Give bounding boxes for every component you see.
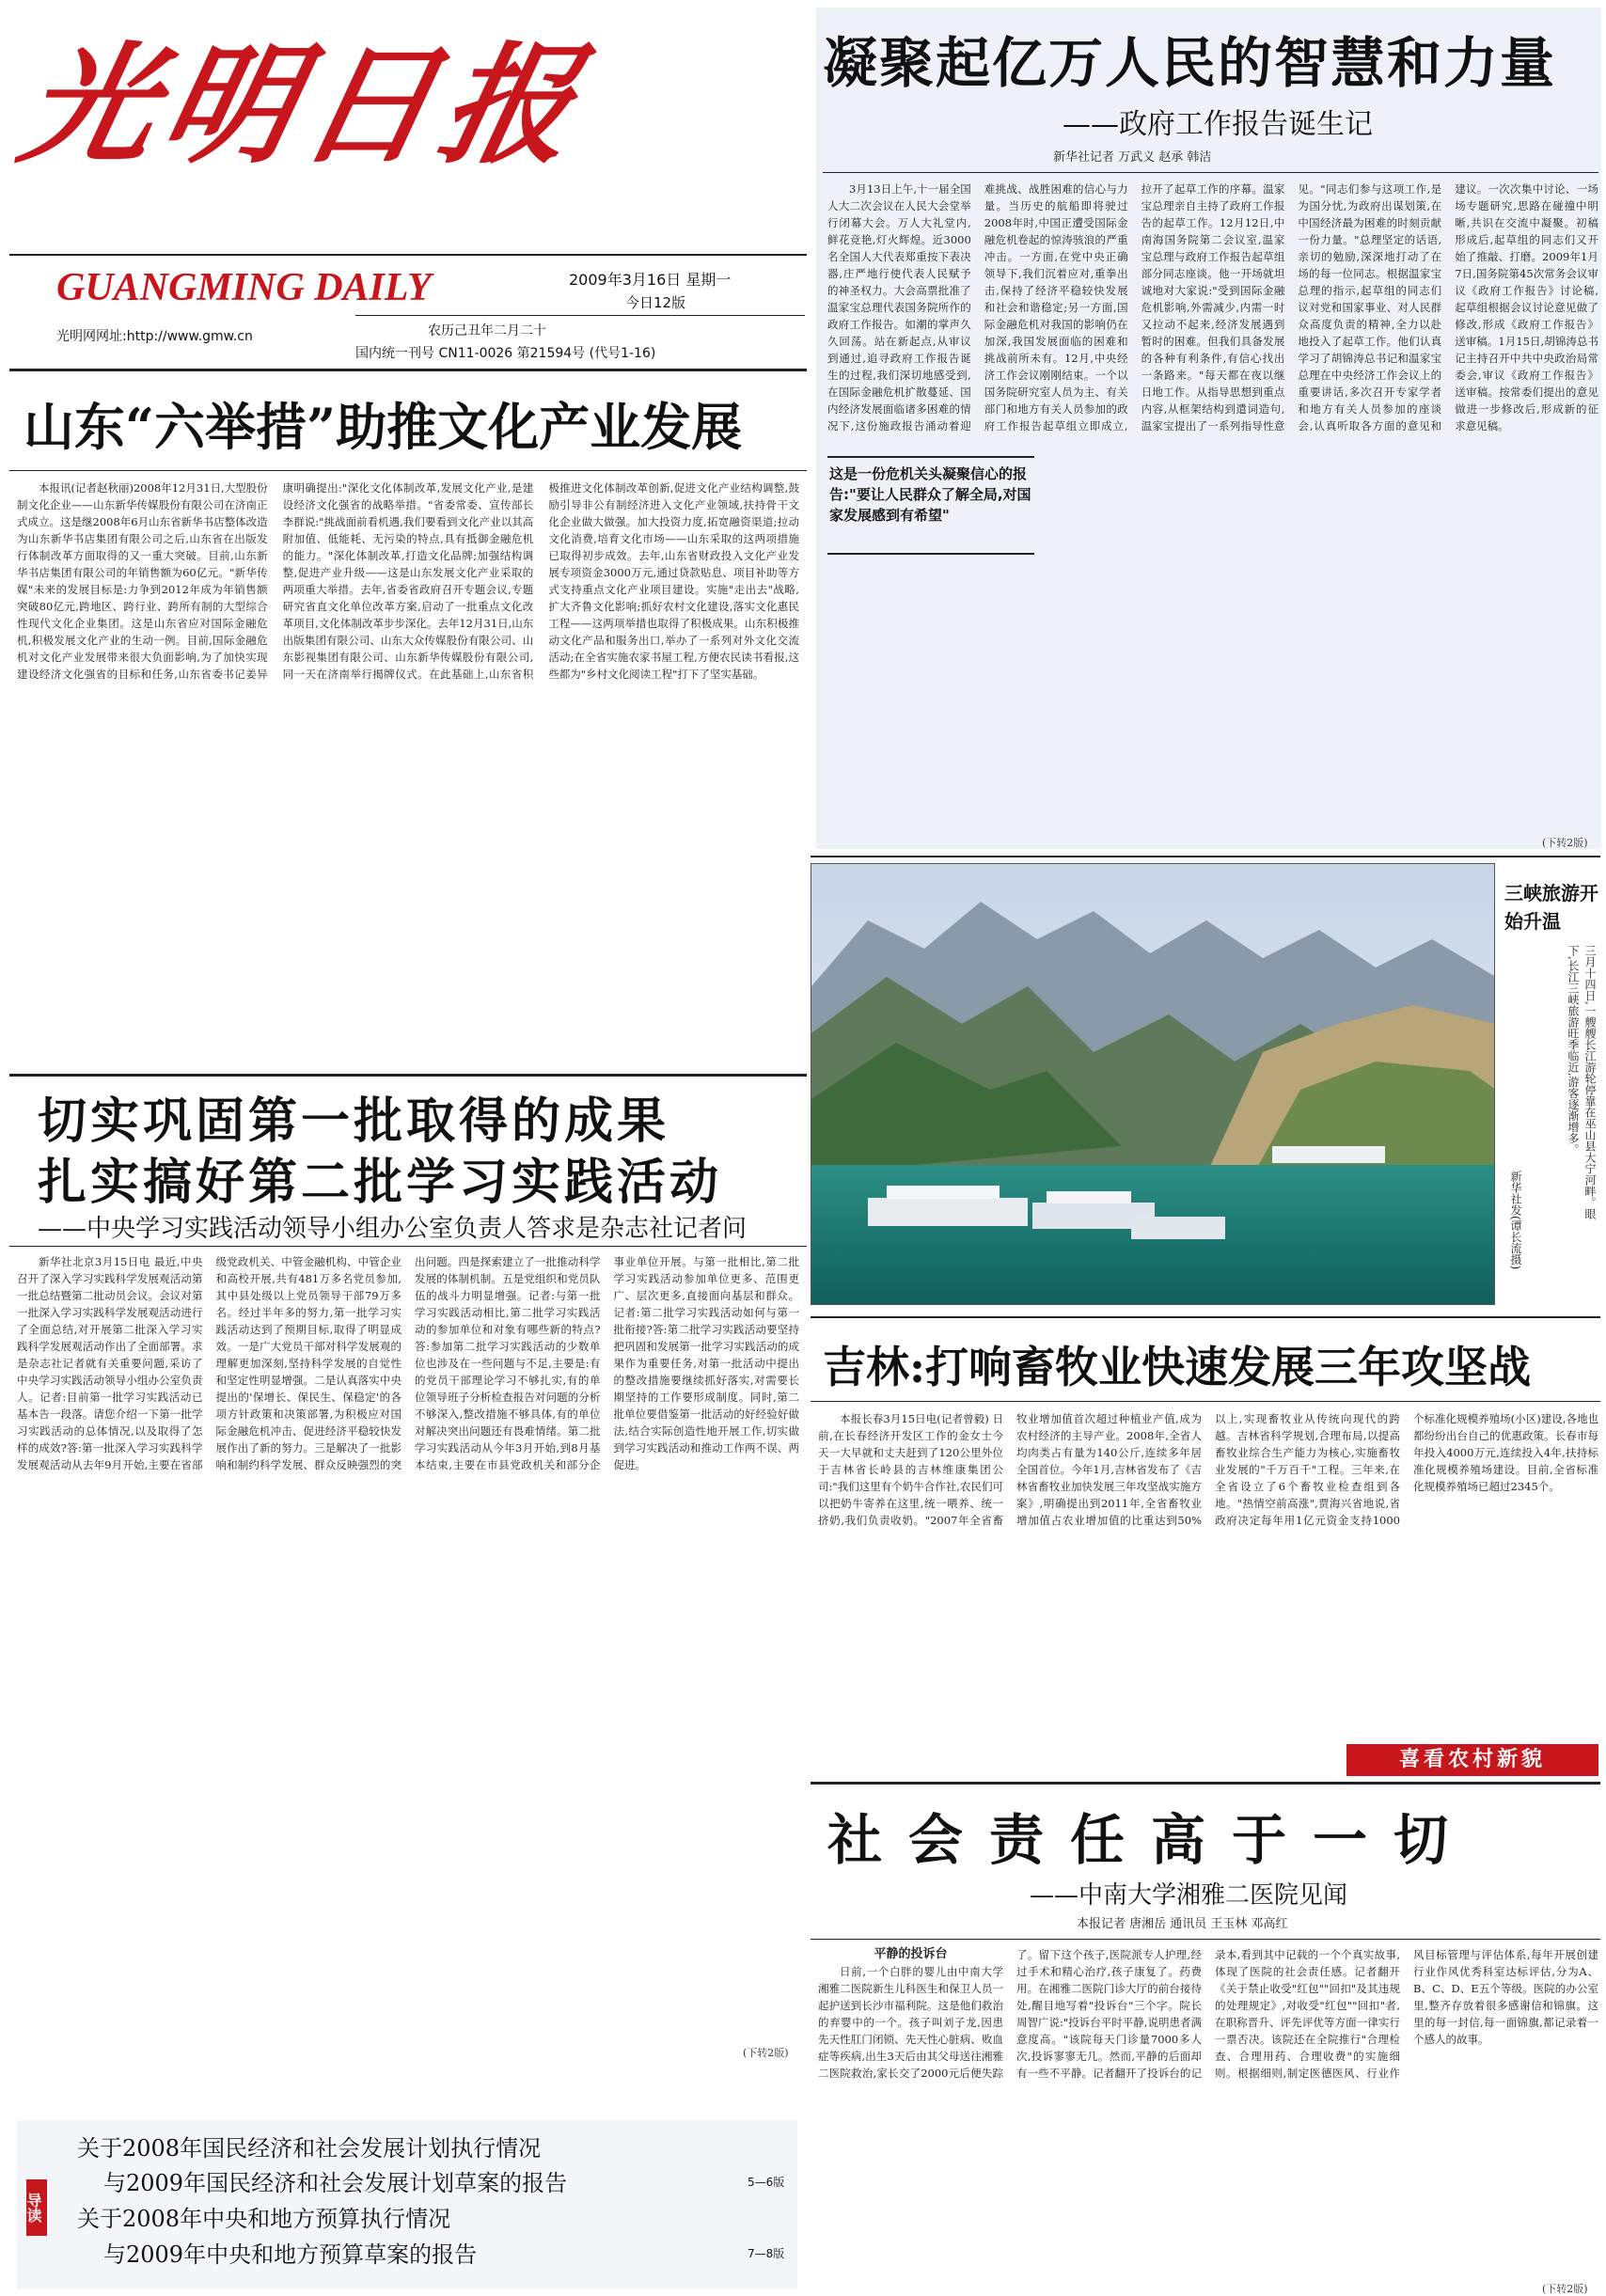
- story1-continued[interactable]: (下转2版): [1542, 837, 1588, 849]
- story1-pullquote: 这是一份危机关头凝聚信心的报告:"要让人民群众了解全局,对国家发展感到有希望": [827, 456, 1034, 555]
- guide-item-1-pages: 5—6版: [748, 2176, 785, 2189]
- story4-rule: [811, 1401, 1600, 1402]
- story5-subhead: ——中南大学湘雅二医院见闻: [1030, 1881, 1348, 1910]
- guide-item-2-pages: 7—8版: [748, 2247, 785, 2260]
- story1-body: [827, 181, 1598, 834]
- story4-headline[interactable]: 吉林:打响畜牧业快速发展三年攻坚战: [823, 1342, 1531, 1392]
- masthead-website[interactable]: 光明网网址:http://www.gmw.cn: [56, 329, 253, 344]
- story3-headline-line1[interactable]: 切实巩固第一批取得的成果: [38, 1093, 670, 1150]
- guide-item-2-line1[interactable]: 关于2008年中央和地方预算执行情况: [77, 2206, 451, 2232]
- story4-body-text: 本报长春3月15日电(记者曾毅) 日前,在长春经济开发区工作的金女士今天一大早就和丈夫赶到了120公里外位于吉林省长岭县的吉林维康集团公司:"我们这里有个奶牛合作社,农民们可以把奶牛寄养在这里,统一喂养、统一挤奶,我们负责收奶。"2007年全省畜牧业增加值首次超过种植业产值,成为农村经济的主导产业。2008年,全省人均肉类占有量为140公斤,连续多年居全国首位。今年1月,吉林省发布了《吉林省畜牧业加快发展三年攻坚战实施方案》,明确提出到2011年,全省畜牧业增加值占农业增加值的比重达到50%以上,实现畜牧业从传统向现代的跨越。吉林省科学规划,合理布局,以提高畜牧业综合生产能力为核心,实施畜牧业发展的"千万百千"工程。三年来,在全省设立了6个畜牧业检查组到各地。"热情空前高涨",贾海兴省地说,省政府决定每年用1亿元资金支持1000个标准化规模养殖场(小区)建设,各地也都纷纷出台自己的优惠政策。长春市每年投入4000万元,连续投入4年,扶持标准化规模养殖场建设。目前,全省标准化规模养殖场已超过2345个。: [818, 1412, 1598, 1527]
- story3-body: [17, 1253, 799, 2052]
- masthead-name-en: GUANGMING DAILY: [56, 266, 432, 309]
- photo-bottom-rule: [811, 1316, 1600, 1318]
- photo-top-rule: [811, 856, 1600, 857]
- photo-landscape-image: [811, 864, 1495, 1305]
- masthead-rule: [9, 254, 807, 256]
- story1-rule: [823, 172, 1598, 173]
- masthead-lunar: 农历己丑年二月二十: [428, 323, 546, 338]
- masthead-bottom-rule: [9, 369, 807, 371]
- story1-subhead: ——政府工作报告诞生记: [1063, 108, 1373, 141]
- story5-continued[interactable]: (下转2版): [1542, 2283, 1588, 2295]
- story5-body: [818, 1946, 1598, 2285]
- story3-subhead: ——中央学习实践活动领导小组办公室负责人答求是杂志社记者问: [38, 1215, 748, 1243]
- guide-item-1-line1[interactable]: 关于2008年国民经济和社会发展计划执行情况: [77, 2135, 542, 2162]
- story3-continued[interactable]: (下转2版): [743, 2047, 789, 2059]
- story5-body-text: 日前,一个白胖的婴儿由中南大学湘雅二医院新生儿科医生和保卫人员一起护送到长沙市福利院。这是他们救治的弃婴中的一个。孩子叫刘子龙,因患先天性肛门闭锁、先天性心脏病、败血症等疾病,出生3天后由其父母送往湘雅二医院救治,家长交了2000元后便失踪了。留下这个孩子,医院派专人护理,经过手术和精心治疗,孩子康复了。药费用。在湘雅二医院门诊大厅的前台接待处,醒目地写着"投诉台"三个字。院长周智广说:"投诉台平时平静,说明患者满意度高。"该院每天门诊量7000多人次,投诉寥寥无几。然而,平静的后面却有一些不平静。记者翻开了投诉台的记录本,看到其中记载的一个个真实故事,体现了医院的社会责任感。记者翻开《关于禁止收受"红包""回扣"及其违规的处理规定》,对收受"红包""回扣"者,在职称晋升、评先评优等方面一律实行一票否决。该院还在全院推行"合理检查、合理用药、合理收费"的实施细则。根据细则,制定医德医风、行业作风目标管理与评估体系,每年开展创建行业作风优秀科室达标评估,分为A、B、C、D、E五个等级。医院的办公室里,整齐存放着很多感谢信和锦旗。这里的每一封信,每一面锦旗,都记录着一个感人的故事。: [818, 1948, 1598, 2080]
- story5-byline: 本报记者 唐湘岳 通讯员 王玉林 邓高红: [1077, 1917, 1288, 1931]
- story1-byline: 新华社记者 万武义 赵承 韩洁: [1053, 150, 1212, 165]
- masthead-date-rule: [355, 315, 805, 316]
- section-tag[interactable]: 喜看农村新貌: [1346, 1744, 1598, 1776]
- photo-caption: 三月十四日,一艘艘长江游轮停靠在巫山县大宁河畔。眼下,长江三峡旅游旺季临近,游客逐渐增多。: [1567, 945, 1597, 1219]
- story2-headline[interactable]: 山东“六举措”助推文化产业发展: [24, 397, 743, 457]
- masthead-issue: 国内统一刊号 CN11-0026 第21594号 (代号1-16): [355, 346, 656, 361]
- story3-rule: [9, 1246, 807, 1247]
- story3-body-text: 新华社北京3月15日电 最近,中央召开了深入学习实践科学发展观活动第一批总结暨第二批动员会议。会议对第一批深入学习实践科学发展观活动进行了全面总结,对开展第二批深入学习实践科学发展观活动作出了全面部署。求是杂志社记者就有关重要问题,采访了中央学习实践活动领导小组办公室负责人。记者:目前第一批学习实践活动已基本告一段落。请您介绍一下第一批学习实践活动的总体情况,以及取得了怎样的成效?答:第一批深入学习实践科学发展观活动从去年9月开始,主要在省部级党政机关、中管金融机构、中管企业和高校开展,共有481万多名党员参加,其中县处级以上党员领导干部79万多名。经过半年多的努力,第一批学习实践活动达到了预期目标,取得了明显成效。一是广大党员干部对科学发展观的理解更加深刻,坚持科学发展的自觉性和坚定性明显增强。二是认真落实中央提出的'保增长、保民生、保稳定'的各项方针政策和决策部署,为积极应对国际金融危机冲击、促进经济平稳较快发展作出了新的努力。三是解决了一批影响和制约科学发展、群众反映强烈的突出问题。四是探索建立了一批推动科学发展的体制机制。五是党组织和党员队伍的战斗力明显增强。记者:与第一批学习实践活动相比,第二批学习实践活动的参加单位和对象有哪些新的特点?答:参加第二批学习实践活动的少数单位也涉及在一些问题与不足,主要是:有的党员干部理论学习不够扎实,有的单位领导班子分析检查报告对问题的分析不够深入,整改措施不够具体,有的单位对解决突出问题还有畏难情绪。第二批学习实践活动从今年3月开始,到8月基本结束,主要在市县党政机关和部分企事业单位开展。与第一批相比,第二批学习实践活动参加单位更多、范围更广、层次更多,直接面向基层和群众。记者:第二批学习实践活动如何与第一批衔接?答:第二批学习实践活动要坚持把巩固和发展第一批学习实践活动的成果作为重要任务,对第一批活动中提出的整改措施要继续抓好落实,对需要长期坚持的工作要形成制度。同时,第二批单位要借鉴第一批活动的好经验好做法,结合实际创造性地开展工作,切实做到学习实践活动和推动工作两不误、两促进。: [17, 1255, 799, 1471]
- masthead-logo: [9, 11, 600, 251]
- story4-body: [818, 1410, 1598, 1763]
- guide-label: 导读: [26, 2179, 47, 2236]
- story1-body-text: 3月13日上午,十一届全国人大二次会议在人民大会堂举行闭幕大会。万人大礼堂内,鲜花竞艳,灯火辉煌。近3000名全国人大代表郑重按下表决器,庄严地行使代表人民赋予的神圣权力。大会高票批准了温家宝总理代表国务院所作的政府工作报告。如潮的掌声久久回荡。站在新起点,从审议到通过,追寻政府工作报告诞生的过程,我们深切地感受到,在国际金融危机扩散蔓延、国内经济发展面临诸多困难的情况下,这份施政报告涌动着迎难挑战、战胜困难的信心与力量。当历史的航船即将驶过2008年时,中国正遭受国际金融危机卷起的惊涛骇浪的严重冲击。一方面,在党中央正确领导下,我们沉着应对,重拳出击,保持了经济平稳较快发展和社会和谐稳定;另一方面,国际金融危机对我国的影响仍在加深,我国发展面临的困难和挑战前所未有。12月,中央经济工作会议刚刚结束。一个以国务院研究室人员为主、有关部门和地方有关人员参加的政府工作报告起草组立即成立,拉开了起草工作的序幕。温家宝总理亲自主持了政府工作报告的起草工作。12月12日,中南海国务院第二会议室,温家宝总理与政府工作报告起草组部分同志座谈。他一开场就坦诚地对大家说:"受到国际金融危机影响,外需减少,内需一时又拉动不起来,经济发展遇到暂时的困难。但我们具备发展的各种有利条件,有信心找出一条路来。"每天都在夜以继日地工作。从指导思想到重点内容,从框架结构到遣词造句,温家宝提出了一系列指导性意见。"同志们参与这项工作,是为国分忧,为政府出谋划策,在中国经济最为困难的时刻贡献一份力量。"总理坚定的话语,亲切的勉励,深深地打动了在场的每一位同志。根据温家宝总理的指示,起草组的同志们议对党和国家事业、对人民群众高度负责的精神,全力以赴地投入了起草工作。他们认真学习了胡锦涛总书记和温家宝总理在中央经济工作会议上的重要讲话,多次召开专家学者和地方有关人员参加的座谈会,认真听取各方面的意见和建议。一次次集中讨论、一场场专题研究,思路在碰撞中明晰,共识在交流中凝聚。初稿形成后,起草组的同志们又开始了推敲、打磨。2009年1月7日,国务院第45次常务会议审议《政府工作报告》讨论稿,起草组根据会议讨论意见做了修改,形成《政府工作报告》送审稿。1月15日,胡锦涛总书记主持召开中共中央政治局常委会,审议《政府工作报告》送审稿。按常委们提出的意见做进一步修改后,形成新的征求意见稿。: [827, 182, 1598, 432]
- story4-bottom-rule: [811, 1782, 1600, 1785]
- story2-body: [17, 480, 799, 1067]
- masthead-date: 2009年3月16日 星期一: [569, 271, 732, 289]
- photo-title: 三峡旅游开始升温: [1504, 882, 1598, 933]
- guide-item-1-line2[interactable]: 与2009年国民经济和社会发展计划草案的报告: [103, 2170, 568, 2196]
- story2-body-text: 本报讯(记者赵秋丽)2008年12月31日,大型股份制文化企业——山东新华传媒股份有限公司在济南正式成立。这是继2008年6月山东省新华书店整体改造为山东新华书店集团有限公司之后,山东省在出版发行体制改革方面取得的又一重大突破。目前,山东新华书店集团有限公司的年销售额为60亿元。"新华传媒"未来的发展目标是:力争到2012年成为年销售额突破80亿元,跨地区、跨行业、跨所有制的大型综合性现代文化企业集团。这是山东省应对国际金融危机,积极发展文化产业的生动一例。目前,国际金融危机对文化产业发展带来很大负面影响,为了加快实现建设经济文化强省的目标和任务,山东省委书记姜异康明确提出:"深化文化体制改革,发展文化产业,是建设经济文化强省的战略举措。"省委常委、宣传部长李群说:"挑战面前看机遇,我们要看到文化产业以其高附加值、低能耗、无污染的特点,具有抵御金融危机的能力。"深化体制改革,打造文化品牌;加强结构调整,促进产业升级——这是山东发展文化产业采取的两项重大举措。去年,省委省政府召开专题会议,专题研究省直文化单位改革方案,启动了一批重点文化改革项目,文化体制改革步步深化。去年12月31日,山东出版集团有限公司、山东大众传媒股份有限公司、山东影视集团有限公司、山东新华传媒股份有限公司,同一天在济南举行揭牌仪式。在此基础上,山东省积极推进文化体制改革创新,促进文化产业结构调整,鼓励引导非公有制经济进入文化产业领域,扶持骨干文化企业做大做强。加大投资力度,拓宽融资渠道;拉动文化消费,培育文化市场——山东采取的这两项措施已取得初步成效。去年,山东省财政投入文化产业发展专项资金3000万元,通过贷款贴息、项目补助等方式支持重点文化产业项目建设。实施"走出去"战略,扩大齐鲁文化影响;抓好农村文化建设,落实文化惠民工程——这两项举措也取得了积极成果。山东积极推动文化产品和服务出口,举办了一系列对外文化交流活动;在全省实施农家书屋工程,方便农民读书看报,这些都为"乡村文化阅读工程"打下了坚实基础。: [17, 481, 799, 681]
- story1-headline[interactable]: 凝聚起亿万人民的智慧和力量: [823, 31, 1557, 95]
- story2-bottom-rule: [9, 1074, 807, 1077]
- masthead-pages: 今日12版: [625, 294, 686, 311]
- story3-headline-line2[interactable]: 扎实搞好第二批学习实践活动: [38, 1154, 723, 1211]
- story5-rule: [811, 1939, 1600, 1940]
- masthead-logo-text: 光明日报: [9, 28, 600, 181]
- story2-rule: [9, 470, 807, 471]
- photo-credit: 新华社发(谭长流摄): [1509, 1171, 1522, 1270]
- guide-item-2-line2[interactable]: 与2009年中央和地方预算草案的报告: [103, 2241, 478, 2268]
- story5-inner-subtitle: 平静的投诉台: [874, 1947, 948, 1961]
- photo-three-gorges: [811, 863, 1495, 1305]
- story5-headline[interactable]: 社会责任高于一切: [827, 1808, 1475, 1872]
